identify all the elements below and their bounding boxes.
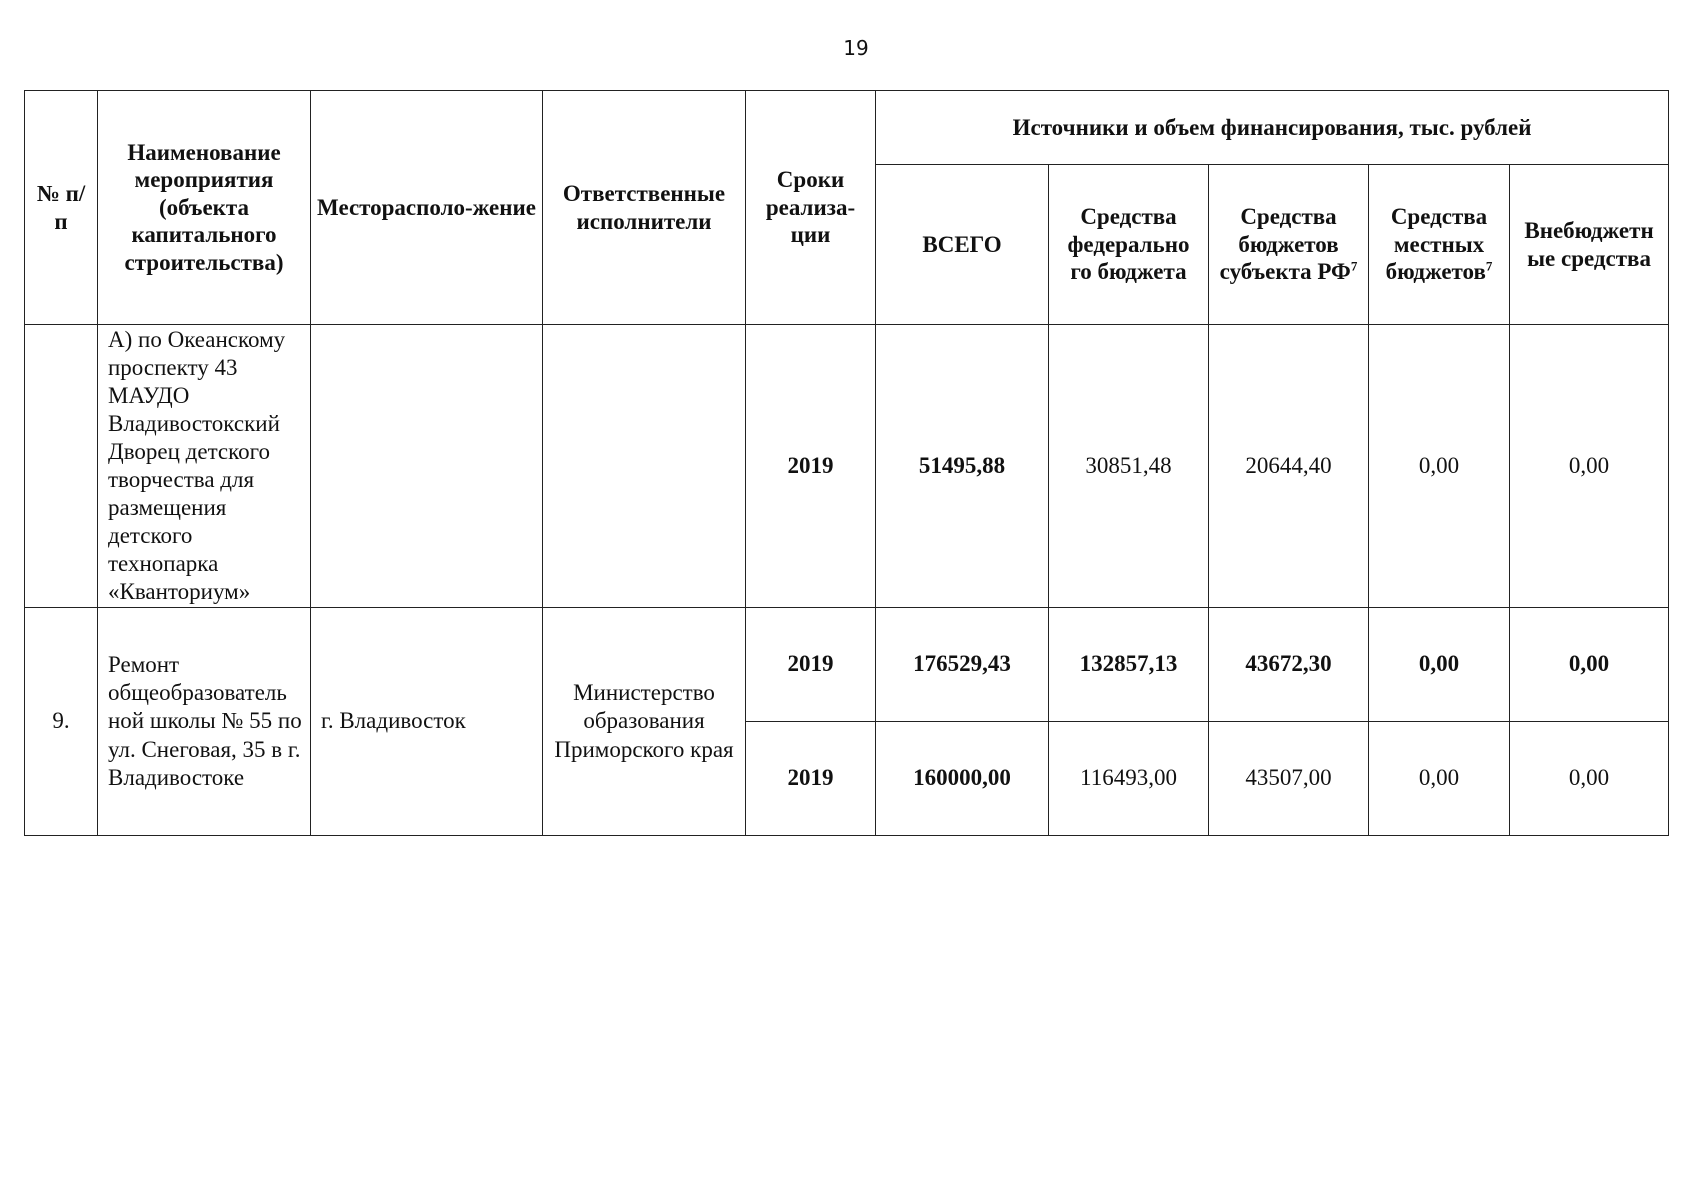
item9-line1-year: 2019 [746, 608, 876, 722]
item9-line2-year: 2019 [746, 722, 876, 836]
header-sources: Источники и объем финансирования, тыс. рублей [876, 91, 1669, 165]
item9-line2-local: 0,00 [1369, 722, 1510, 836]
header-name: Наименование мероприятия (объекта капитального строительства) [98, 91, 311, 325]
financing-table [24, 90, 1669, 836]
row-num [25, 325, 98, 608]
item9-executors: Министерство образования Приморского края [543, 608, 746, 836]
item9-line2-federal: 116493,00 [1049, 722, 1209, 836]
header-subject [1209, 165, 1369, 325]
header-local [1369, 165, 1510, 325]
row-name: А) по Океанскому проспекту 43 МАУДО Владивостокский Дворец детского творчества для размещения детского технопарка «Кванториум» [98, 325, 311, 608]
item9-num: 9. [25, 608, 98, 836]
item9-line1-subject: 43672,30 [1209, 608, 1369, 722]
table-row-item9-line1 [25, 608, 1669, 722]
header-extra: Внебюджетн ые средства [1510, 165, 1669, 325]
row-location [311, 325, 543, 608]
header-executors: Ответственные исполнители [543, 91, 746, 325]
row-extra: 0,00 [1510, 325, 1669, 608]
header-federal: Средства федерально го бюджета [1049, 165, 1209, 325]
header-local-text: Средства местных бюджетов [1385, 204, 1488, 285]
header-terms: Сроки реализа-ции [746, 91, 876, 325]
row-executors [543, 325, 746, 608]
item9-line1-local: 0,00 [1369, 608, 1510, 722]
item9-line2-extra: 0,00 [1510, 722, 1669, 836]
item9-line1-extra: 0,00 [1510, 608, 1669, 722]
row-total: 51495,88 [876, 325, 1049, 608]
item9-line2-subject: 43507,00 [1209, 722, 1369, 836]
row-year: 2019 [746, 325, 876, 608]
header-local-footnote: 7 [1485, 258, 1493, 274]
item9-line1-total: 176529,43 [876, 608, 1049, 722]
item9-line1-federal: 132857,13 [1049, 608, 1209, 722]
header-row-1 [25, 91, 1669, 165]
row-local: 0,00 [1369, 325, 1510, 608]
header-num: № п/п [25, 91, 98, 325]
header-location: Месторасполо-жение [311, 91, 543, 325]
page-number: 19 [843, 36, 869, 60]
header-subject-footnote: 7 [1350, 258, 1358, 274]
header-subject-text: Средства бюджетов субъекта РФ [1219, 204, 1351, 285]
item9-name: Ремонт общеобразователь ной школы № 55 по ул. Снеговая, 35 в г. Владивостоке [98, 608, 311, 836]
row-federal: 30851,48 [1049, 325, 1209, 608]
item9-line2-total: 160000,00 [876, 722, 1049, 836]
header-total: ВСЕГО [876, 165, 1049, 325]
item9-location: г. Владивосток [311, 608, 543, 836]
row-subject: 20644,40 [1209, 325, 1369, 608]
table-row [25, 325, 1669, 608]
